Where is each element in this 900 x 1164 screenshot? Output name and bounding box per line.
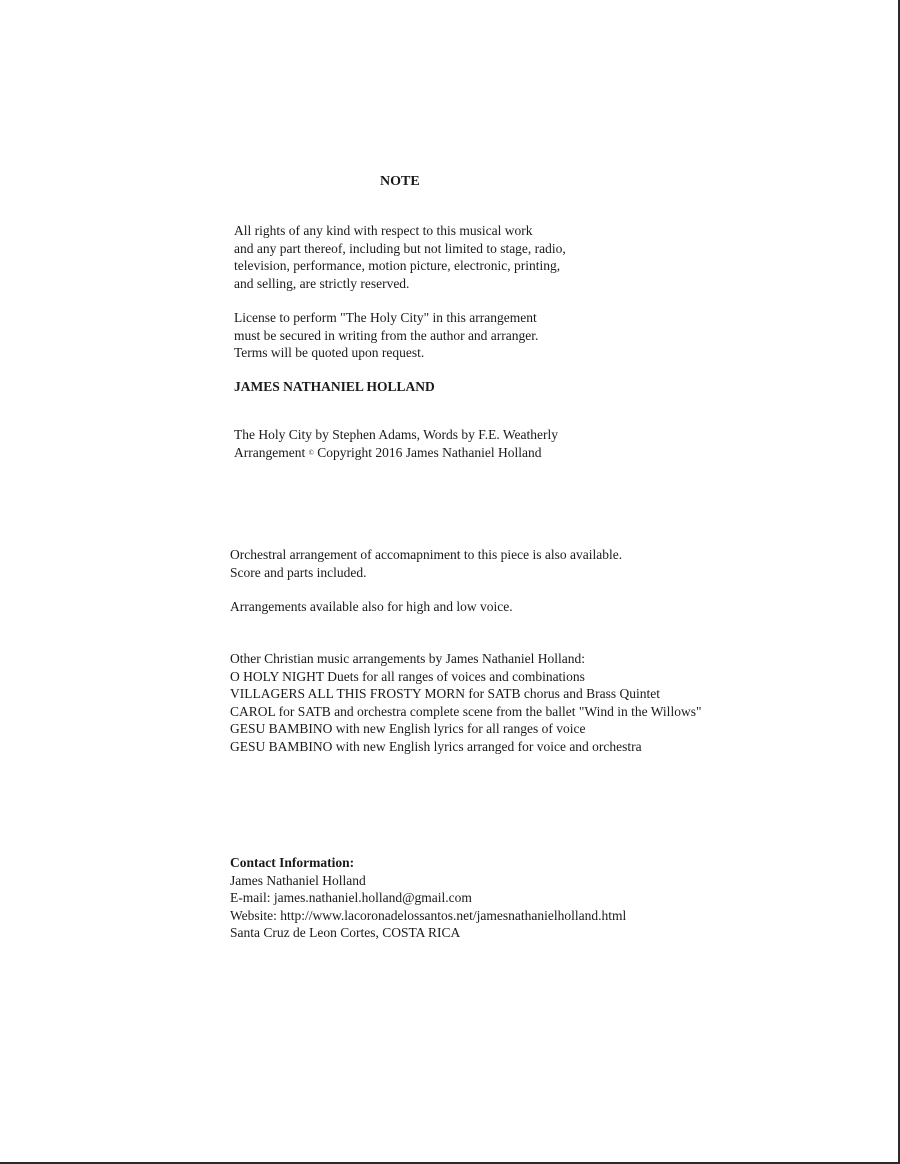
- rights-line: and selling, are strictly reserved.: [234, 275, 410, 291]
- rights-line: and any part thereof, including but not limited to stage, radio,: [234, 240, 566, 256]
- contact-email: E-mail: james.nathaniel.holland@gmail.com: [230, 890, 472, 905]
- copyright-rest: Copyright 2016 James Nathaniel Holland: [317, 444, 542, 460]
- copyright-prefix: Arrangement: [234, 444, 306, 460]
- credit-line: The Holy City by Stephen Adams, Words by F.E. Weatherly: [234, 427, 558, 442]
- contact-name: James Nathaniel Holland: [230, 872, 366, 888]
- list-item: GESU BAMBINO with new English lyrics for all ranges of voice: [230, 721, 586, 736]
- contact-location: Santa Cruz de Leon Cortes, COSTA RICA: [230, 925, 461, 940]
- rights-paragraph: [234, 222, 566, 292]
- contact-block: [230, 854, 626, 942]
- orchestral-paragraph: [230, 546, 622, 581]
- license-line: License to perform "The Holy City" in this arrangement: [234, 310, 537, 325]
- list-item: GESU BAMBINO with new English lyrics arranged for voice and orchestra: [230, 738, 642, 754]
- list-item: O HOLY NIGHT Duets for all ranges of voices and combinations: [230, 668, 585, 684]
- license-paragraph: [234, 309, 538, 362]
- copyright-symbol: ©: [308, 448, 314, 457]
- other-works-list: [230, 650, 701, 755]
- other-works-heading: Other Christian music arrangements by James Nathaniel Holland:: [230, 651, 586, 666]
- rights-line: television, performance, motion picture, electronic, printing,: [234, 258, 561, 273]
- voices-availability: Arrangements available also for high and low voice.: [230, 599, 513, 614]
- note-title: NOTE: [380, 174, 420, 189]
- contact-heading: Contact Information:: [230, 855, 355, 870]
- license-line: must be secured in writing from the author and arranger.: [234, 327, 539, 343]
- author-name: JAMES NATHANIEL HOLLAND: [234, 379, 435, 394]
- copyright-line: [234, 444, 558, 463]
- rights-line: All rights of any kind with respect to this musical work: [234, 223, 533, 238]
- orchestral-line: Orchestral arrangement of accomapniment to this piece is also available.: [230, 547, 623, 562]
- orchestral-line: Score and parts included.: [230, 564, 367, 580]
- list-item: VILLAGERS ALL THIS FROSTY MORN for SATB chorus and Brass Quintet: [230, 686, 660, 701]
- contact-website: Website: http://www.lacoronadelossantos.net/jamesnathanielholland.html: [230, 907, 627, 923]
- license-line: Terms will be quoted upon request.: [234, 345, 425, 360]
- credits-block: [234, 426, 558, 462]
- list-item: CAROL for SATB and orchestra complete scene from the ballet "Wind in the Willows": [230, 703, 702, 719]
